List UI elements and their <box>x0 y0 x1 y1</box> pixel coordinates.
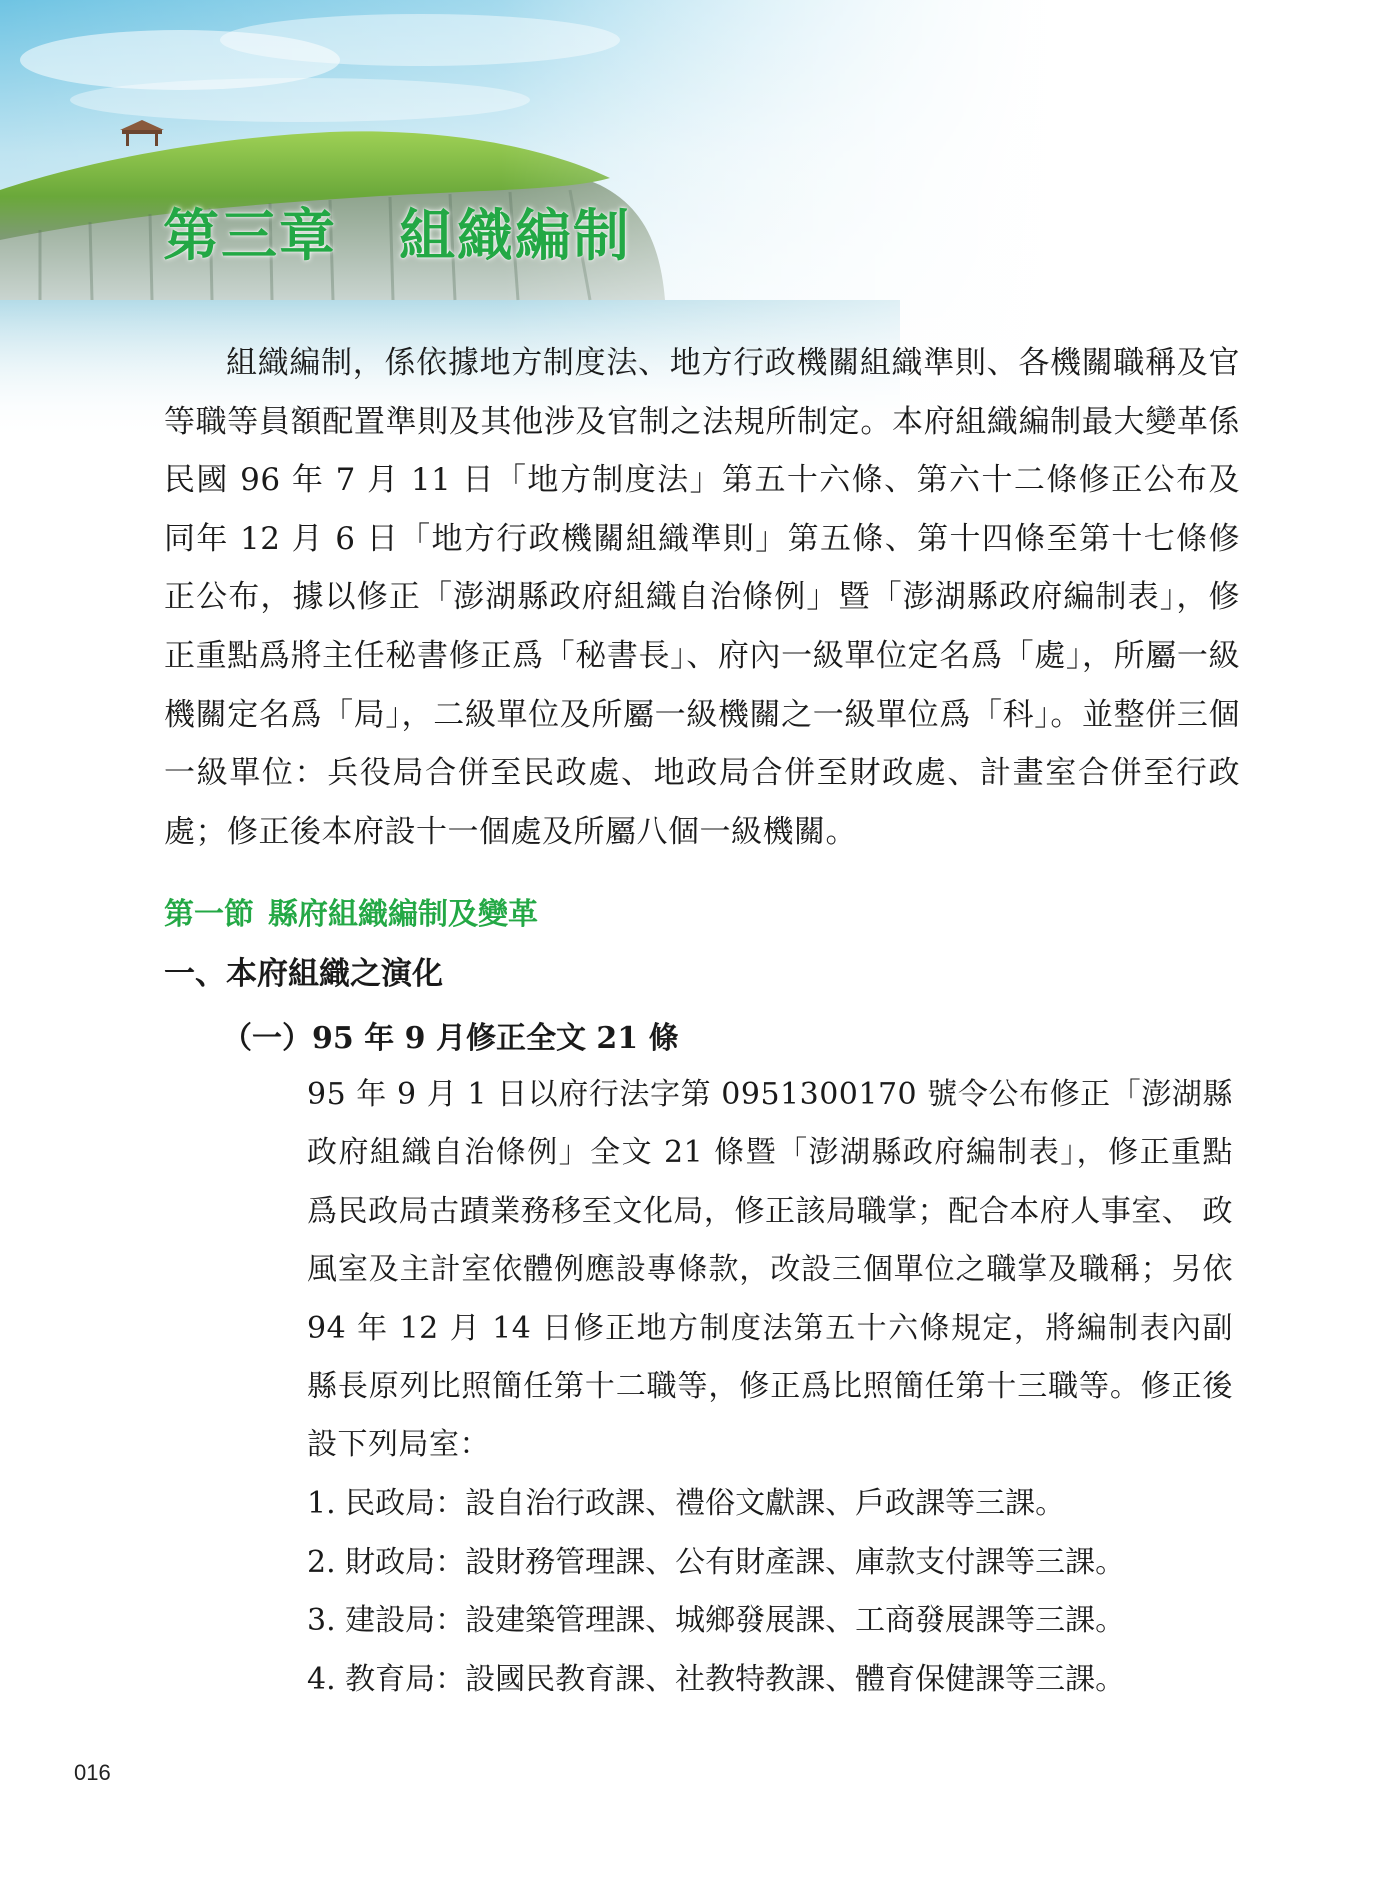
list-item: 1. 民政局：設自治行政課、禮俗文獻課、戶政課等三課。 <box>307 1486 1066 1521</box>
list-item: 2. 財政局：設財務管理課、公有財產課、庫款支付課等三課。 <box>307 1544 1126 1580</box>
chapter-title <box>163 198 631 274</box>
chapter-number: 第三章 <box>163 203 337 269</box>
section-name: 縣府組織編制及變革 <box>268 897 538 932</box>
item-title: （一）95 年 9 月修正全文 21 條 <box>222 1021 679 1056</box>
page-number: 016 <box>74 1760 111 1785</box>
subsection-title: 一、本府組織之演化 <box>164 956 443 992</box>
section-title <box>164 893 538 937</box>
item-body: 95 年 9 月 1 日以府行法字第 0951300170 號令公布修正「澎湖縣政府組織自治條例」全文 21 條暨「澎湖縣政府編制表」，修正重點爲民政局古蹟業務移至文化局，修正該局職掌；配合本府人事室、 政風室及主計室依體例應設專條款，改設三個單位之職掌及職稱；另依 94 年 12 月 14 日修正地方制度法第五十六條規定，將編制表內副縣長原列比照簡任第十二職等，修正爲比照簡任第十三職等。修正後設下列局室： <box>307 1077 1233 1463</box>
section-number: 第一節 <box>164 897 254 932</box>
chapter-name: 組織編制 <box>399 203 631 269</box>
list-item: 3. 建設局：設建築管理課、城鄉發展課、工商發展課等三課。 <box>307 1603 1126 1638</box>
list-item: 4. 教育局：設國民教育課、社教特教課、體育保健課等三課。 <box>307 1661 1126 1697</box>
bureau-list <box>307 1475 1125 1709</box>
intro-paragraph: 組織編制，係依據地方制度法、地方行政機關組織準則、各機關職稱及官等職等員額配置準則及其他涉及官制之法規所制定。本府組織編制最大變革係民國 96 年 7 月 11 日「地方制度法」第五十六條、第六十二條修正公布及同年 12 月 6 日「地方行政機關組織準則」第五條、第十四條至第十七條修正公布，據以修正「澎湖縣政府組織自治條例」暨「澎湖縣政府編制表」，修正重點爲將主任秘書修正爲「秘書長」、府內一級單位定名爲「處」，所屬一級機關定名爲「局」，二級單位及所屬一級機關之一級單位爲「科」。並整併三個一級單位：兵役局合併至民政處、地政局合併至財政處、計畫室合併至行政處；修正後本府設十一個處及所屬八個一級機關。 <box>164 345 1240 850</box>
